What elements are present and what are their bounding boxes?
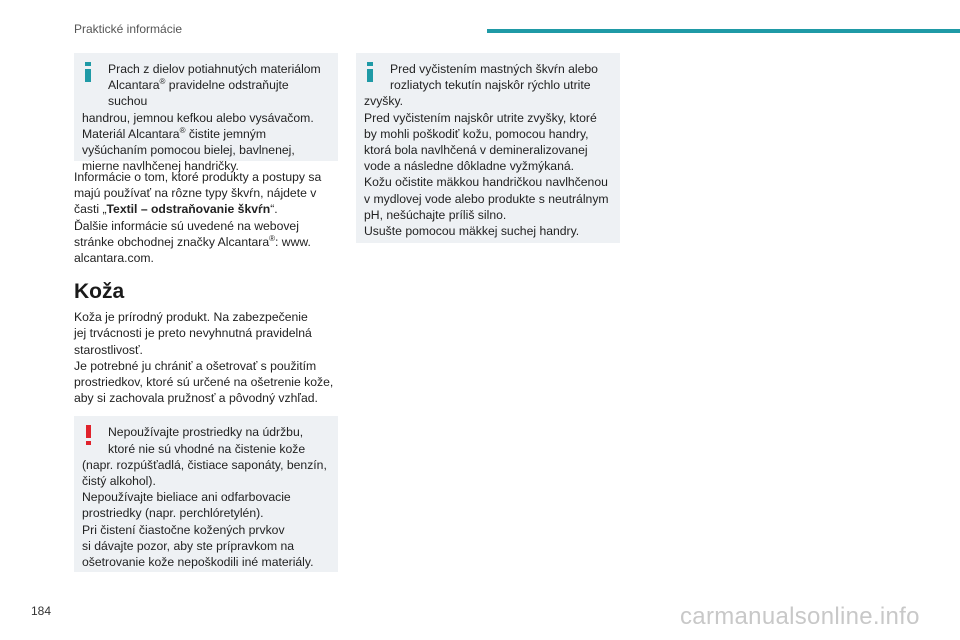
note-line: Usušte pomocou mäkkej suchej handry. [364, 224, 580, 239]
note-line: mierne navlhčenej handričky. [82, 159, 239, 174]
note-line: vode a následne dôkladne vyžmýkaná. [364, 159, 575, 174]
warning-line: Nepoužívajte bieliace ani odfarbovacie [82, 490, 291, 505]
note-line: Alcantara® pravidelne odstraňujte suchou [108, 77, 289, 109]
info-note-leather-cleaning [356, 53, 620, 243]
page-number: 184 [31, 604, 52, 618]
right-column [356, 53, 620, 243]
warning-line: Nepoužívajte prostriedky na údržbu, [108, 425, 304, 440]
left-column [74, 53, 338, 572]
note-line: Prach z dielov potiahnutých materiálom [108, 62, 321, 76]
info-icon [367, 62, 373, 82]
section-heading-leather: Koža [74, 280, 125, 304]
note-line: v mydlovej vode alebo produkte s neutrálnym [364, 191, 609, 206]
note-line: Pred vyčistením mastných škvŕn alebo [390, 62, 598, 76]
warning-line: čistý alkohol). [82, 474, 156, 489]
warning-line: prostriedky (napr. perchlóretylén). [82, 506, 264, 521]
note-line: vyšúchaním pomocou bielej, bavlnenej, [82, 143, 295, 158]
page-header-title: Praktické informácie [74, 22, 183, 36]
note-line: by mohli poškodiť kožu, pomocou handry, [364, 126, 589, 141]
info-note-alcantara [74, 53, 338, 174]
watermark: carmanualsonline.info [680, 603, 920, 630]
header-accent-bar [487, 29, 960, 33]
warning-line: Pri čistení čiastočne kožených prvkov [82, 522, 285, 537]
warning-note-leather [74, 416, 338, 572]
note-line: zvyšky. [364, 94, 404, 109]
warning-icon [85, 425, 91, 445]
paragraph-leather: Koža je prírodný produkt. Na zabezpečenie jej trvácnosti je preto nevyhnutná pravidelná starostlivosť. Je potrebné ju chrániť a ošetrovať s použitím prostriedkov, ktoré sú určené na ošetrenie kože, aby si zachovala pružnosť a pôvodný vzhľad. [74, 310, 334, 406]
note-line: Pred vyčistením najskôr utrite zvyšky, ktoré [364, 110, 597, 125]
note-line: ktorá bola navlhčená v demineralizovanej [364, 143, 588, 158]
warning-line: ošetrovanie kože nepoškodili iné materiály. [82, 555, 314, 570]
warning-line: (napr. rozpúšťadlá, čistiace saponáty, benzín, [82, 457, 327, 472]
paragraph-stains-info: Informácie o tom, ktoré produkty a postupy sa majú používať na rôzne typy škvŕn, nájdete v časti „Textil – odstraňovanie škvŕn“. Ďalšie informácie sú uvedené na webovej stránke obchodnej značky Alcantara®: www. alcantara.com. [74, 170, 322, 266]
warning-line: si dávajte pozor, aby ste prípravkom na [82, 538, 295, 553]
note-line: handrou, jemnou kefkou alebo vysávačom. [82, 110, 314, 125]
section-reference-link: Textil – odstraňovanie škvŕn [106, 202, 271, 217]
note-line: Kožu očistite mäkkou handričkou navlhčenou [364, 175, 608, 190]
note-line: Materiál Alcantara® čistite jemným [82, 125, 267, 141]
note-line: pH, nešúchajte príliš silno. [364, 207, 507, 222]
warning-line: ktoré nie sú vhodné na čistenie kože [108, 441, 306, 456]
info-icon [85, 62, 91, 82]
note-line: rozliatych tekutín najskôr rýchlo utrite [390, 78, 591, 93]
